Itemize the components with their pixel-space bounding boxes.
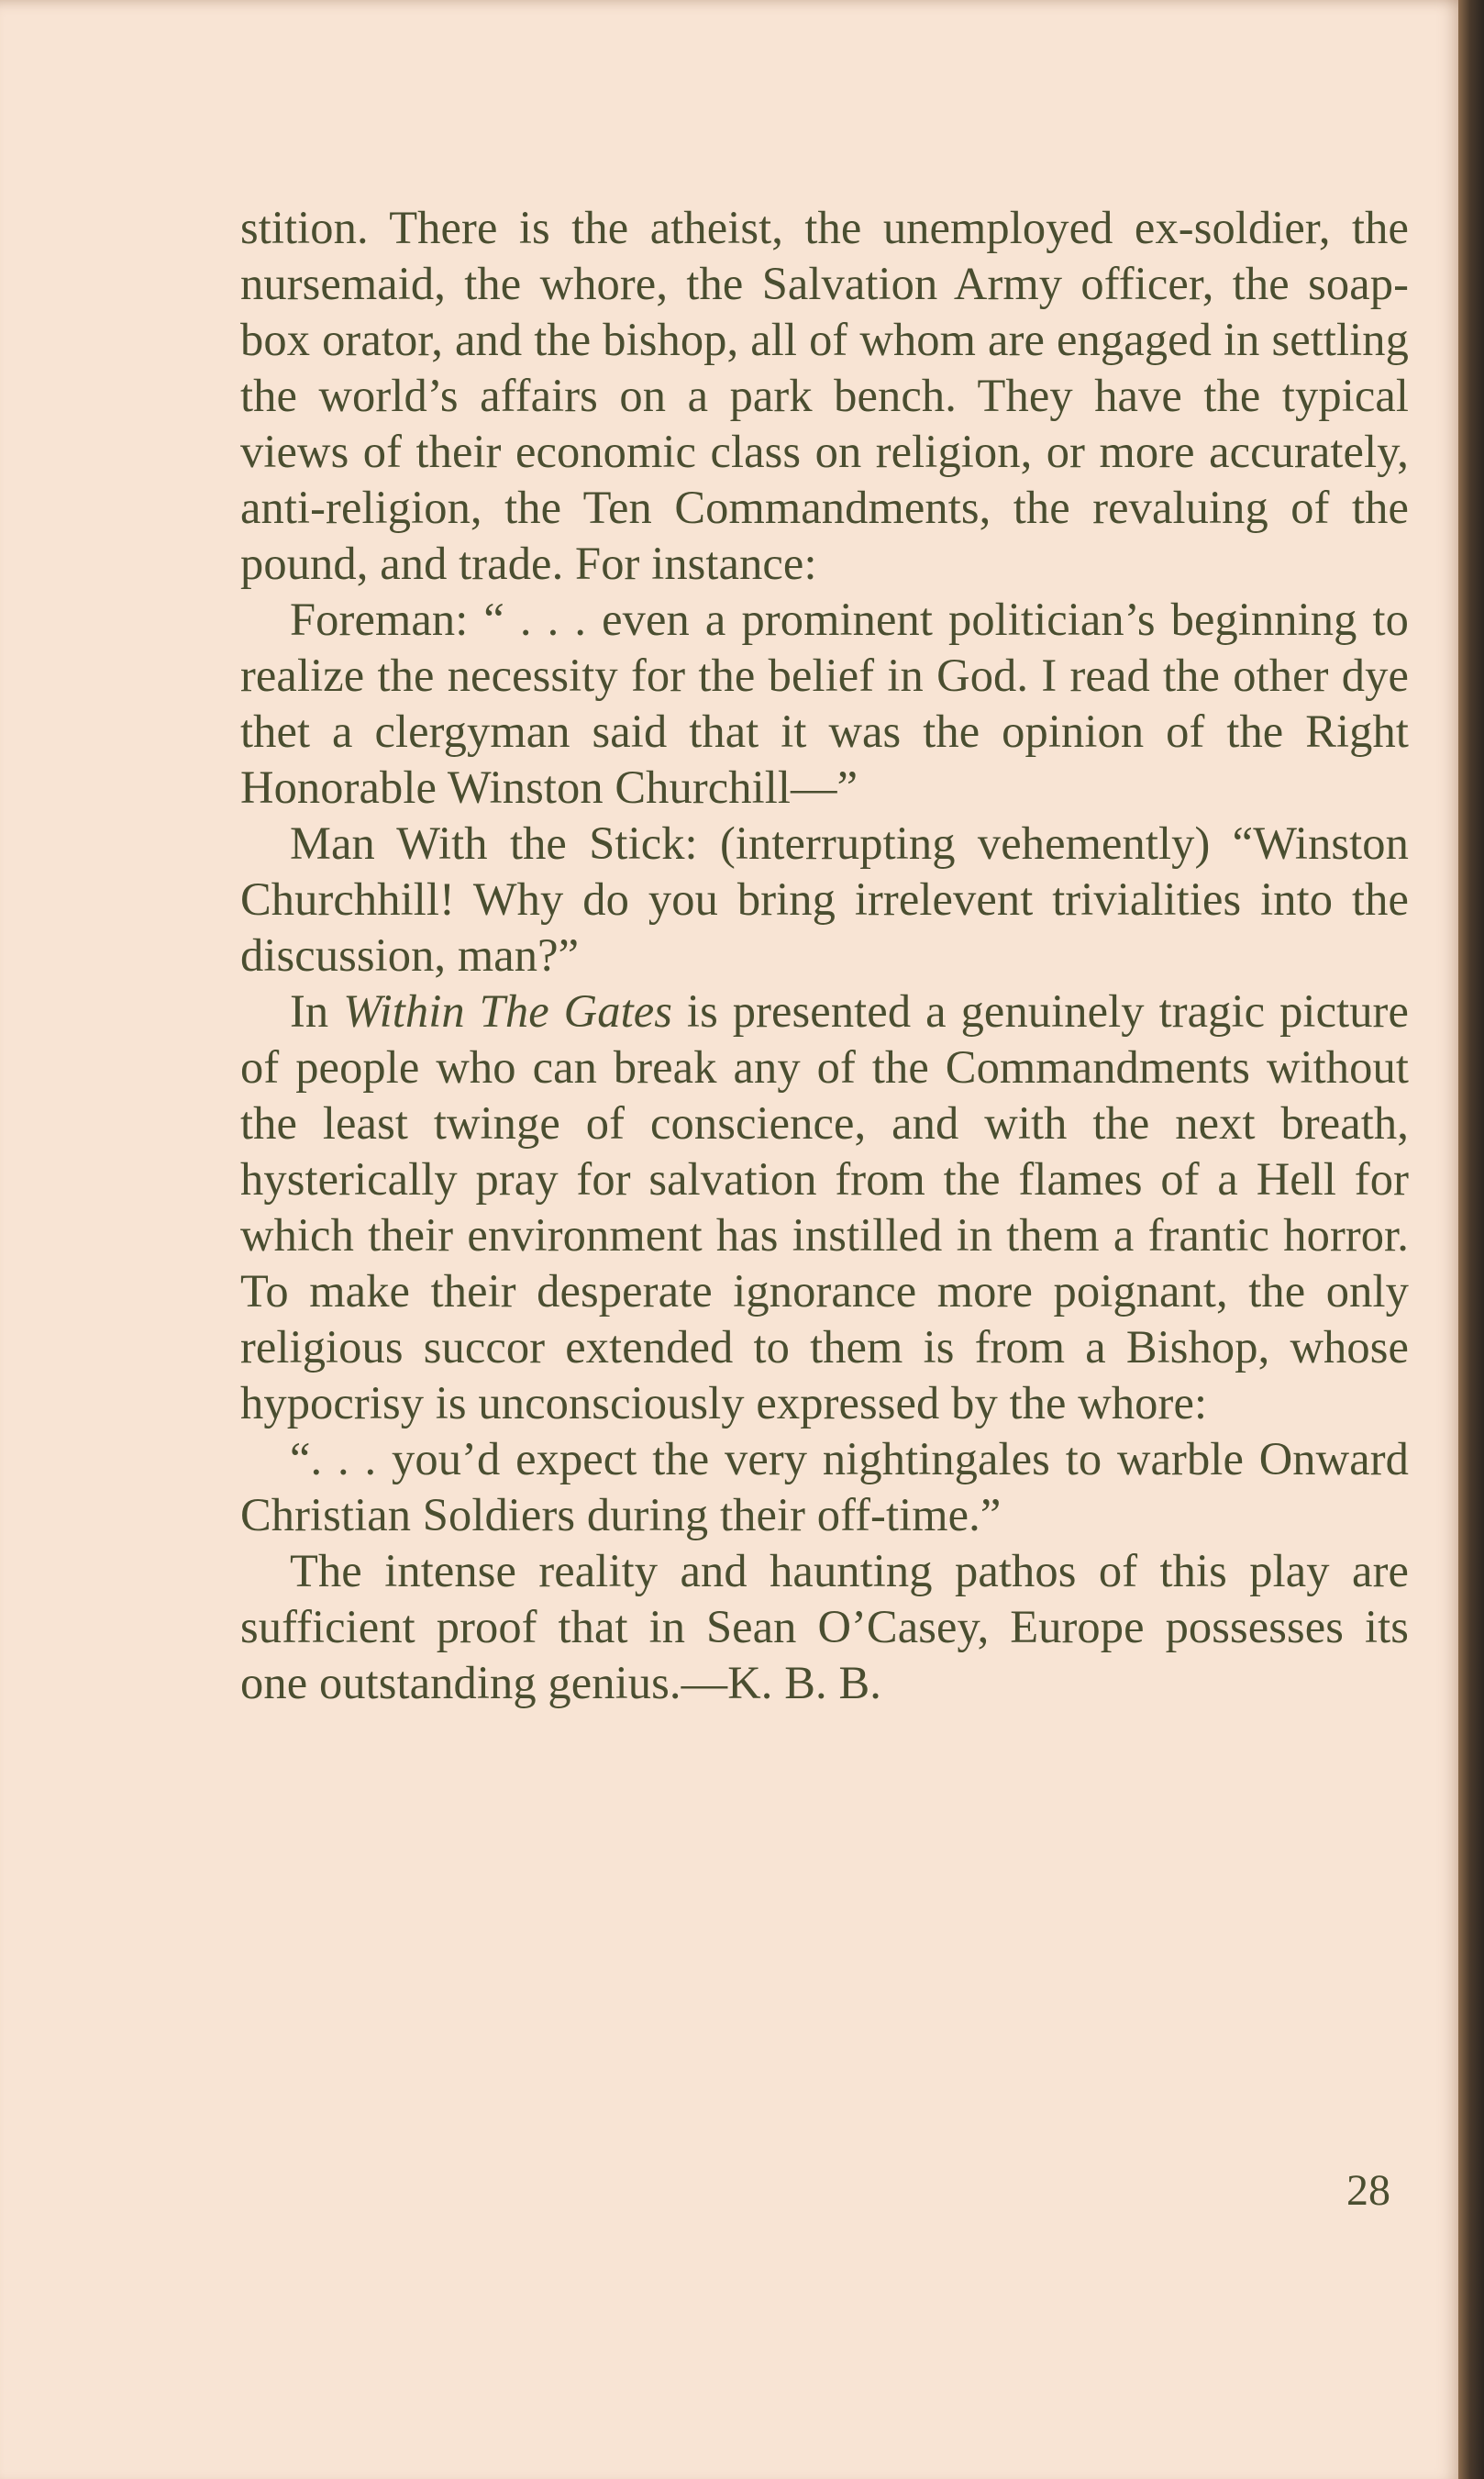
paragraph-3-man-with-stick-dialogue: Man With the Stick: (interrupting vehemently) “Winston Churchhill! Why do you bring irrelevent trivialities into the discussion, man?” [240,817,1409,981]
play-title: Within The Gates [343,985,672,1037]
paragraph-1: stition. There is the atheist, the unemployed ex-soldier, the nursemaid, the whore, the Salvation Army officer, the soap-box orator, and the bishop, all of whom are engaged in settling the world’s affairs on a park bench. They have the typical views of their economic class on religion, or more accurately, anti-religion, the Ten Commandments, the revaluing of the pound, and trade. For instance: [240,202,1409,589]
paragraph-6-conclusion: The intense reality and haunting pathos of this play are sufficient proof that in Sean O’Casey, Europe possesses its one outstanding genius.—K. B. B. [240,1545,1409,1708]
paragraph-4-body: is presented a genuinely tragic picture of people who can break any of the Commandments without the least twinge of conscience, and with the next breath, hysterically pray for salvation from the flames of a Hell for which their environment has instilled in them a frantic horror. To make their desperate ignorance more poignant, the only religious succor extended to them is from a Bishop, whose hypocrisy is unconsciously expressed by the whore: [240,985,1409,1428]
paragraph-4-lead: In [290,985,344,1037]
paragraph-2-foreman-dialogue: Foreman: “ . . . even a prominent politician’s beginning to realize the necessity for the belief in God. I read the other dye thet a clergyman said that it was the opinion of the Right Honorable Winston Churchill—” [240,594,1409,813]
paragraph-4 [240,984,1409,1431]
paragraph-5-quotation: “. . . you’d expect the very nightingales to warble Onward Christian Soldiers during their off-time.” [240,1433,1409,1540]
body-text [240,200,1409,1711]
page-number: 28 [1346,2166,1390,2215]
book-spine-edge [1458,0,1484,2479]
